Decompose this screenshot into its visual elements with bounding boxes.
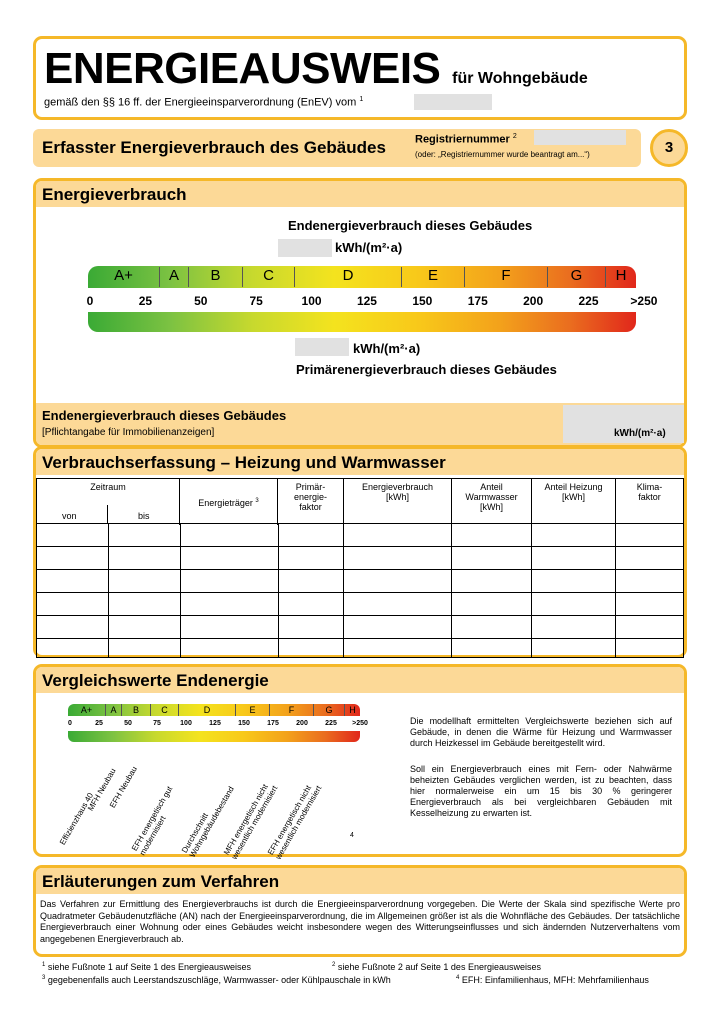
tick-label: 125 [356,294,377,308]
tick-labels [72,294,662,308]
tick-label: 50 [194,294,208,308]
reference-label: EFH energetisch gut modernisiert [130,784,175,857]
mini-class-labels [68,704,360,716]
tick-label: 0 [68,720,72,727]
tick-label: 0 [86,294,94,308]
summary-note: [Pflichtangabe für Immobilienanzeigen] [42,427,215,438]
tick-label: 225 [578,294,599,308]
tick-label: 25 [138,294,153,308]
class-labels [88,267,636,287]
col-traeger: Energieträger $^3$ [180,479,278,524]
col-verbrauch: Energieverbrauch [kWh] [344,479,452,524]
mini-tick-labels [60,720,370,727]
table-row [37,547,684,570]
comparison-footnote: 4 [350,832,354,839]
page-number: 3 [650,129,688,167]
class-label: B [122,704,151,716]
footnote-4: $^4$ EFH: Einfamilienhaus, MFH: Mehrfamilienhaus [456,975,649,985]
class-label: H [615,267,627,284]
tick-label: 175 [267,720,279,727]
reference-label: EFH energetisch nicht wesentlich modernisiert [266,783,324,861]
col-von-label: von [62,511,77,521]
mini-scale-bottom [68,731,360,742]
reference-label: Effizienzhaus 40 [58,791,96,847]
primary-energy-field[interactable] [295,338,349,356]
summary-title: Endenergieverbrauch dieses Gebäudes [42,408,287,423]
comparison-title: Vergleichswerte Endenergie [42,671,269,690]
end-energy-label: Endenergieverbrauch dieses Gebäudes [288,218,533,233]
summary-unit: kWh/(m²·a) [614,428,666,439]
reference-label: MFH Neubau [86,766,118,813]
col-von-divider [107,505,108,523]
col-zeitraum: Zeitraum [37,479,180,524]
registration-label: Registriernummer $^2$ [415,133,517,146]
date-field[interactable] [414,94,492,110]
class-label: B [189,267,243,287]
comparison-text-2: Soll ein Energieverbrauch eines mit Fern- oder Nahwärme beheizten Gebäudes verglichen werden, ist zu beachten, dass hier normalerweise ein um 15 bis 30 % geringerer Energieverbrauch als bei vergleichbaren Gebäuden mit Kesselheizung zu erwarten ist. [410,764,672,818]
footnote-1: $^1$ siehe Fußnote 1 auf Seite 1 des Energieausweises [42,962,251,972]
tick-label: 50 [124,720,132,727]
tick-label: 150 [238,720,250,727]
consumption-rows [36,523,684,658]
tick-label: 75 [249,294,263,308]
class-label: C [243,267,295,287]
table-row [37,593,684,616]
class-label: D [295,267,402,287]
class-label: F [465,267,548,287]
end-energy-unit: kWh/(m²·a) [335,240,403,255]
tick-label: 125 [209,720,221,727]
registration-note: (oder: „Registriernummer wurde beantragt am...“) [415,150,590,159]
tick-label: 75 [153,720,161,727]
col-heizung: Anteil Heizung [kWh] [532,479,616,524]
energy-title: Energieverbrauch [42,185,187,204]
explanation-text: Das Verfahren zur Ermittlung des Energieverbrauchs ist durch die Energieeinsparverordnung vorgegeben. Die Werte der Skala sind spezifische Werte pro Quadratmeter Gebäudenutzfläche (AN) nach der Energieeinsparverordnung, die im Allgemeinen größer ist als die Wohnfläche des Gebäudes. Der tatsächliche Energieverbrauch einer Wohnung oder eines Gebäudes weicht insbesondere wegen des Witterungseinflusses und sich ändernden Nutzerverhaltens vom angegebenen Energieverbrauch ab. [40,899,680,944]
table-row [37,524,684,547]
class-label: H [349,705,356,715]
tick-label: 200 [296,720,308,727]
section-title: Erfasster Energieverbrauch des Gebäudes [42,138,386,157]
class-label: F [270,704,314,716]
tick-label: 225 [325,720,337,727]
explanation-title: Erläuterungen zum Verfahren [42,872,280,891]
footnote-2: $^2$ siehe Fußnote 2 auf Seite 1 des Energieausweises [332,962,541,972]
class-label: G [548,267,606,287]
col-bis-label: bis [138,511,150,521]
subtitle: gemäß den §§ 16 ff. der Energieeinsparverordnung (EnEV) vom $^1$ [44,96,364,109]
comparison-text-1: Die modellhaft ermittelten Vergleichswerte beziehen sich auf Gebäude, in denen die Wärme für Heizung und Warmwasser durch Heizkessel im Gebäude bereitgestellt wird. [410,716,672,748]
reference-label: MFH energetisch nicht wesentlich modernisiert [222,782,280,861]
class-label: E [236,704,270,716]
class-label: G [314,704,345,716]
class-label: D [179,704,236,716]
tick-label: 100 [301,294,322,308]
tick-label: 200 [523,294,544,308]
class-label: A+ [88,267,160,287]
primary-energy-label: Primärenergieverbrauch dieses Gebäudes [296,362,557,377]
consumption-table [36,478,684,524]
tick-label: 175 [467,294,488,308]
tick-label: 25 [95,720,103,727]
table-row [37,616,684,639]
col-primaer: Primär- energie- faktor [278,479,344,524]
table-row [37,570,684,593]
reference-label: EFH Neubau [108,764,139,810]
footnote-3: $^3$ gegebenenfalls auch Leerstandszuschläge, Warmwasser- oder Kühlpauschale in kWh [42,975,391,985]
reference-label: Durchschnitt Wohngebäudebestand [180,784,236,859]
tick-label: >250 [352,720,368,727]
col-warmwasser: Anteil Warmwasser [kWh] [452,479,532,524]
col-klima: Klima- faktor [616,479,684,524]
tick-label: 100 [180,720,192,727]
consumption-title: Verbrauchserfassung – Heizung und Warmwasser [42,453,446,472]
table-row [37,639,684,658]
tick-label: >250 [630,294,658,308]
class-label: C [151,704,179,716]
registration-field[interactable] [534,130,626,145]
class-label: A [160,267,189,287]
primary-energy-unit: kWh/(m²·a) [353,341,421,356]
scale-bottom-bar [88,312,636,332]
class-label: A [106,704,122,716]
tick-label: 150 [412,294,433,308]
end-energy-field[interactable] [278,239,332,257]
class-label: E [402,267,465,287]
document-title: ENERGIEAUSWEIS für Wohngebäude [44,44,588,93]
class-label: A+ [68,704,106,716]
